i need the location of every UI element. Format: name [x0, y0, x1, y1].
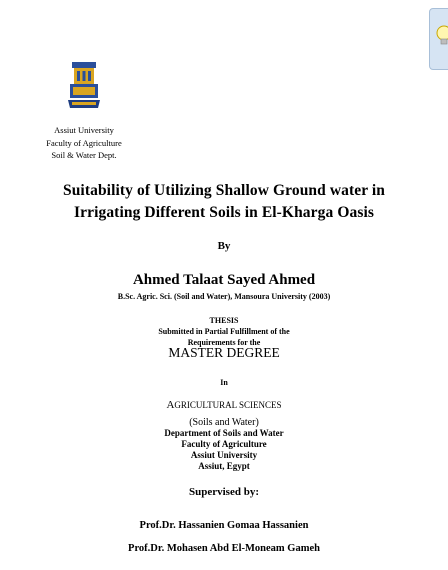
by-label: By — [217, 240, 231, 252]
university-logo-icon — [64, 62, 104, 112]
department-line: Department of Soils and Water — [164, 428, 284, 438]
thesis-title — [0, 180, 448, 224]
title-line-1: Suitability of Utilizing Shallow Ground water in — [62, 182, 386, 199]
department-block — [0, 417, 448, 472]
subfield: (Soils and Water) — [189, 417, 259, 428]
lightbulb-tip-icon[interactable] — [429, 8, 448, 70]
field-initial: A — [166, 399, 175, 411]
in-label: In — [220, 378, 228, 387]
location-line: Assiut, Egypt — [198, 461, 250, 471]
thesis-label: THESIS — [209, 316, 239, 325]
faculty-line: Faculty of Agriculture — [181, 439, 267, 449]
submitted-line: Submitted in Partial Fulfillment of the — [158, 327, 290, 336]
supervised-by-label: Supervised by: — [189, 486, 259, 498]
supervisor-1: Prof.Dr. Hassanien Gomaa Hassanien — [139, 520, 309, 531]
university-name: Assiut University — [54, 125, 114, 135]
institution-block — [38, 124, 130, 162]
thesis-statement — [0, 315, 448, 348]
field-of-study — [0, 399, 448, 411]
degree-name: MASTER DEGREE — [168, 345, 280, 360]
department-name: Soil & Water Dept. — [51, 150, 117, 160]
university-line: Assiut University — [190, 450, 258, 460]
requirements-line: Requirements for the — [187, 338, 261, 347]
author-degree: B.Sc. Agric. Sci. (Soil and Water), Mansoura University (2003) — [117, 292, 331, 301]
author-name: Ahmed Talaat Sayed Ahmed — [132, 272, 316, 288]
faculty-name: Faculty of Agriculture — [46, 137, 122, 148]
field-rest: GRICULTURAL SCIENCES — [174, 400, 282, 410]
supervisor-2: Prof.Dr. Mohasen Abd El-Moneam Gameh — [128, 543, 320, 554]
title-line-2: Irrigating Different Soils in El-Kharga Oasis — [73, 204, 374, 221]
